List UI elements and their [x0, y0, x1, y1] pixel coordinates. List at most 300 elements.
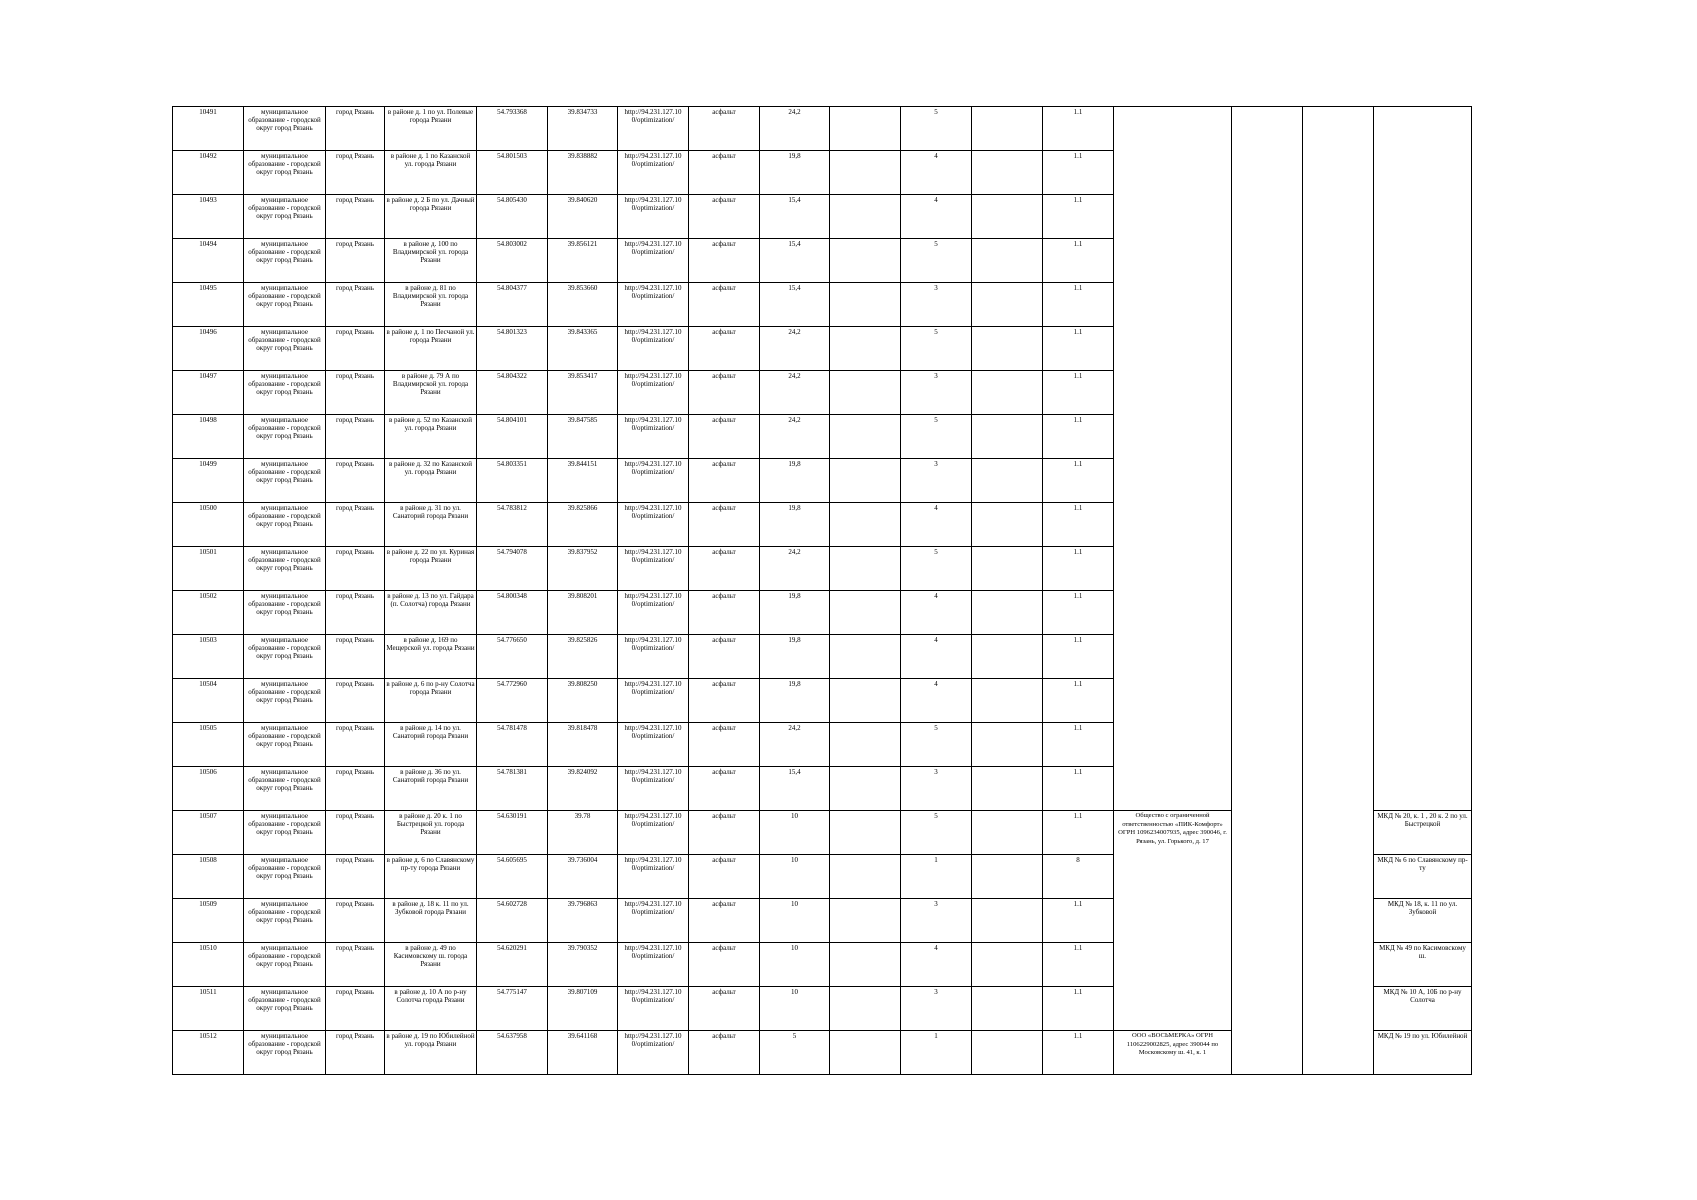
blank-col-cell	[830, 503, 901, 547]
latitude-cell: 54.803351	[477, 459, 548, 503]
area-cell: 10	[760, 811, 830, 855]
municipality-cell: муниципальное образование - городской округ город Рязань	[244, 899, 326, 943]
city-cell: город Рязань	[326, 591, 385, 635]
address-cell: в районе д. 36 по ул. Санаторий города Рязани	[385, 767, 477, 811]
container-count-cell: 4	[901, 503, 972, 547]
address-cell: в районе д. 18 к. 11 по ул. Зубковой города Рязани	[385, 899, 477, 943]
surface-type-cell: асфальт	[689, 371, 760, 415]
municipality-cell: муниципальное образование - городской округ город Рязань	[244, 679, 326, 723]
blank-col-cell	[972, 855, 1043, 899]
municipality-cell: муниципальное образование - городской округ город Рязань	[244, 635, 326, 679]
blank-col-cell	[972, 987, 1043, 1031]
container-volume-cell: 1.1	[1043, 1031, 1114, 1075]
blank-col-cell	[830, 547, 901, 591]
surface-type-cell: асфальт	[689, 591, 760, 635]
blank-col-cell	[1232, 107, 1303, 1075]
blank-col-cell	[830, 1031, 901, 1075]
latitude-cell: 54.620291	[477, 943, 548, 987]
blank-col-cell	[830, 899, 901, 943]
operator-vosmerka-cell: ООО «ВОСЬМЕРКА» ОГРН 1106229002825, адрес 390044 по Московскому ш. 41, к. 1	[1114, 1031, 1232, 1075]
blank-col-cell	[972, 679, 1043, 723]
area-cell: 19,8	[760, 459, 830, 503]
latitude-cell: 54.630191	[477, 811, 548, 855]
city-cell: город Рязань	[326, 723, 385, 767]
blank-col-cell	[972, 811, 1043, 855]
longitude-cell: 39.825826	[548, 635, 618, 679]
latitude-cell: 54.775147	[477, 987, 548, 1031]
container-volume-cell: 1.1	[1043, 239, 1114, 283]
registry-link-cell: http://94.231.127.10 0/optimization/	[618, 239, 689, 283]
container-count-cell: 3	[901, 283, 972, 327]
latitude-cell: 54.800348	[477, 591, 548, 635]
area-cell: 24,2	[760, 327, 830, 371]
surface-type-cell: асфальт	[689, 943, 760, 987]
surface-type-cell: асфальт	[689, 855, 760, 899]
city-cell: город Рязань	[326, 899, 385, 943]
container-volume-cell: 1.1	[1043, 811, 1114, 855]
longitude-cell: 39.818478	[548, 723, 618, 767]
registry-link-cell: http://94.231.127.10 0/optimization/	[618, 195, 689, 239]
latitude-cell: 54.804322	[477, 371, 548, 415]
table-row	[173, 107, 1472, 151]
blank-col-cell	[972, 107, 1043, 151]
address-cell: в районе д. 2 Б по ул. Дачный города Рязани	[385, 195, 477, 239]
city-cell: город Рязань	[326, 503, 385, 547]
blank-col-cell	[972, 283, 1043, 327]
surface-type-cell: асфальт	[689, 283, 760, 327]
row-id-cell: 10502	[173, 591, 244, 635]
municipality-cell: муниципальное образование - городской округ город Рязань	[244, 459, 326, 503]
waste-sites-table	[172, 106, 1472, 1075]
registry-link-cell: http://94.231.127.10 0/optimization/	[618, 151, 689, 195]
address-cell: в районе д. 169 по Мещерской ул. города Рязани	[385, 635, 477, 679]
row-id-cell: 10496	[173, 327, 244, 371]
registry-link-cell: http://94.231.127.10 0/optimization/	[618, 899, 689, 943]
row-id-cell: 10509	[173, 899, 244, 943]
address-cell: в районе д. 31 по ул. Санаторий города Рязани	[385, 503, 477, 547]
city-cell: город Рязань	[326, 767, 385, 811]
latitude-cell: 54.602728	[477, 899, 548, 943]
container-count-cell: 4	[901, 195, 972, 239]
note-cell: МКД № 20, к. 1 , 20 к. 2 по ул. Быстрецкой	[1374, 811, 1472, 855]
blank-col-cell	[972, 415, 1043, 459]
row-id-cell: 10494	[173, 239, 244, 283]
municipality-cell: муниципальное образование - городской округ город Рязань	[244, 1031, 326, 1075]
note-cell: МКД № 10 А, 10Б по р-ну Солотча	[1374, 987, 1472, 1031]
city-cell: город Рязань	[326, 1031, 385, 1075]
container-volume-cell: 1.1	[1043, 679, 1114, 723]
container-volume-cell: 1.1	[1043, 459, 1114, 503]
surface-type-cell: асфальт	[689, 547, 760, 591]
registry-link-cell: http://94.231.127.10 0/optimization/	[618, 987, 689, 1031]
latitude-cell: 54.804377	[477, 283, 548, 327]
area-cell: 19,8	[760, 591, 830, 635]
registry-link-cell: http://94.231.127.10 0/optimization/	[618, 767, 689, 811]
longitude-cell: 39.808201	[548, 591, 618, 635]
longitude-cell: 39.837952	[548, 547, 618, 591]
row-id-cell: 10492	[173, 151, 244, 195]
container-count-cell: 4	[901, 635, 972, 679]
municipality-cell: муниципальное образование - городской округ город Рязань	[244, 283, 326, 327]
longitude-cell: 39.736004	[548, 855, 618, 899]
area-cell: 15,4	[760, 767, 830, 811]
longitude-cell: 39.838882	[548, 151, 618, 195]
registry-link-cell: http://94.231.127.10 0/optimization/	[618, 415, 689, 459]
note-cell: МКД № 6 по Славянскому пр-ту	[1374, 855, 1472, 899]
row-id-cell: 10510	[173, 943, 244, 987]
municipality-cell: муниципальное образование - городской округ город Рязань	[244, 327, 326, 371]
area-cell: 24,2	[760, 107, 830, 151]
surface-type-cell: асфальт	[689, 899, 760, 943]
municipality-cell: муниципальное образование - городской округ город Рязань	[244, 371, 326, 415]
container-count-cell: 1	[901, 1031, 972, 1075]
registry-link-cell: http://94.231.127.10 0/optimization/	[618, 1031, 689, 1075]
surface-type-cell: асфальт	[689, 239, 760, 283]
municipality-cell: муниципальное образование - городской округ город Рязань	[244, 723, 326, 767]
operator-pik-cell: Общество с ограниченной ответственностью «ПИК-Комфорт» ОГРН 1096234007935, адрес 390046, г. Рязань, ул. Горького, д. 17	[1114, 811, 1232, 1031]
row-id-cell: 10512	[173, 1031, 244, 1075]
surface-type-cell: асфальт	[689, 679, 760, 723]
area-cell: 24,2	[760, 723, 830, 767]
address-cell: в районе д. 49 по Касимовскому ш. города Рязани	[385, 943, 477, 987]
area-cell: 19,8	[760, 635, 830, 679]
container-volume-cell: 1.1	[1043, 107, 1114, 151]
municipality-cell: муниципальное образование - городской округ город Рязань	[244, 151, 326, 195]
container-count-cell: 5	[901, 811, 972, 855]
container-count-cell: 1	[901, 855, 972, 899]
municipality-cell: муниципальное образование - городской округ город Рязань	[244, 811, 326, 855]
address-cell: в районе д. 20 к. 1 по Быстрецкой ул. города Рязани	[385, 811, 477, 855]
row-id-cell: 10500	[173, 503, 244, 547]
container-count-cell: 5	[901, 547, 972, 591]
blank-col-cell	[830, 415, 901, 459]
city-cell: город Рязань	[326, 943, 385, 987]
city-cell: город Рязань	[326, 635, 385, 679]
row-id-cell: 10506	[173, 767, 244, 811]
note-cell: МКД № 49 по Касимовскому ш.	[1374, 943, 1472, 987]
container-volume-cell: 8	[1043, 855, 1114, 899]
blank-col-cell	[830, 987, 901, 1031]
latitude-cell: 54.605695	[477, 855, 548, 899]
blank-col-cell	[972, 371, 1043, 415]
latitude-cell: 54.801503	[477, 151, 548, 195]
address-cell: в районе д. 1 по Казанской ул. города Рязани	[385, 151, 477, 195]
blank-col-cell	[972, 239, 1043, 283]
container-volume-cell: 1.1	[1043, 371, 1114, 415]
blank-col-cell	[972, 899, 1043, 943]
latitude-cell: 54.637958	[477, 1031, 548, 1075]
blank-col-cell	[972, 1031, 1043, 1075]
container-volume-cell: 1.1	[1043, 327, 1114, 371]
row-id-cell: 10505	[173, 723, 244, 767]
address-cell: в районе д. 14 по ул. Санаторий города Рязани	[385, 723, 477, 767]
area-cell: 24,2	[760, 547, 830, 591]
blank-col-cell	[830, 283, 901, 327]
longitude-cell: 39.844151	[548, 459, 618, 503]
container-volume-cell: 1.1	[1043, 195, 1114, 239]
container-count-cell: 4	[901, 943, 972, 987]
municipality-cell: муниципальное образование - городской округ город Рязань	[244, 239, 326, 283]
container-count-cell: 3	[901, 767, 972, 811]
blank-col-cell	[830, 723, 901, 767]
city-cell: город Рязань	[326, 327, 385, 371]
latitude-cell: 54.805430	[477, 195, 548, 239]
surface-type-cell: асфальт	[689, 459, 760, 503]
surface-type-cell: асфальт	[689, 327, 760, 371]
address-cell: в районе д. 1 по Песчаной ул. города Рязани	[385, 327, 477, 371]
longitude-cell: 39.840620	[548, 195, 618, 239]
table-body	[173, 107, 1472, 1075]
area-cell: 15,4	[760, 195, 830, 239]
latitude-cell: 54.803002	[477, 239, 548, 283]
blank-col-cell	[830, 855, 901, 899]
municipality-cell: муниципальное образование - городской округ город Рязань	[244, 415, 326, 459]
surface-type-cell: асфальт	[689, 195, 760, 239]
address-cell: в районе д. 52 по Казанской ул. города Рязани	[385, 415, 477, 459]
city-cell: город Рязань	[326, 283, 385, 327]
container-count-cell: 5	[901, 107, 972, 151]
container-volume-cell: 1.1	[1043, 503, 1114, 547]
surface-type-cell: асфальт	[689, 1031, 760, 1075]
blank-col-cell	[830, 767, 901, 811]
municipality-cell: муниципальное образование - городской округ город Рязань	[244, 987, 326, 1031]
registry-link-cell: http://94.231.127.10 0/optimization/	[618, 371, 689, 415]
container-volume-cell: 1.1	[1043, 723, 1114, 767]
city-cell: город Рязань	[326, 239, 385, 283]
longitude-cell: 39.790352	[548, 943, 618, 987]
registry-link-cell: http://94.231.127.10 0/optimization/	[618, 327, 689, 371]
container-count-cell: 4	[901, 679, 972, 723]
blank-col-cell	[972, 503, 1043, 547]
surface-type-cell: асфальт	[689, 987, 760, 1031]
address-cell: в районе д. 6 по р-ну Солотча города Рязани	[385, 679, 477, 723]
longitude-cell: 39.796863	[548, 899, 618, 943]
registry-link-cell: http://94.231.127.10 0/optimization/	[618, 459, 689, 503]
area-cell: 15,4	[760, 239, 830, 283]
blank-col-cell	[972, 635, 1043, 679]
longitude-cell: 39.808250	[548, 679, 618, 723]
latitude-cell: 54.772960	[477, 679, 548, 723]
container-count-cell: 3	[901, 987, 972, 1031]
registry-link-cell: http://94.231.127.10 0/optimization/	[618, 811, 689, 855]
city-cell: город Рязань	[326, 195, 385, 239]
container-count-cell: 4	[901, 591, 972, 635]
city-cell: город Рязань	[326, 151, 385, 195]
longitude-cell: 39.847585	[548, 415, 618, 459]
longitude-cell: 39.834733	[548, 107, 618, 151]
row-id-cell: 10497	[173, 371, 244, 415]
container-volume-cell: 1.1	[1043, 591, 1114, 635]
registry-link-cell: http://94.231.127.10 0/optimization/	[618, 503, 689, 547]
city-cell: город Рязань	[326, 547, 385, 591]
row-id-cell: 10498	[173, 415, 244, 459]
address-cell: в районе д. 19 по Юбилейной ул. города Рязани	[385, 1031, 477, 1075]
container-count-cell: 3	[901, 371, 972, 415]
registry-link-cell: http://94.231.127.10 0/optimization/	[618, 943, 689, 987]
municipality-cell: муниципальное образование - городской округ город Рязань	[244, 547, 326, 591]
address-cell: в районе д. 13 по ул. Гайдара (п. Солотча) города Рязани	[385, 591, 477, 635]
address-cell: в районе д. 22 по ул. Куриная города Рязани	[385, 547, 477, 591]
address-cell: в районе д. 32 по Казанской ул. города Рязани	[385, 459, 477, 503]
address-cell: в районе д. 10 А по р-ну Солотча города Рязани	[385, 987, 477, 1031]
operator-cell	[1114, 107, 1232, 811]
municipality-cell: муниципальное образование - городской округ город Рязань	[244, 855, 326, 899]
municipality-cell: муниципальное образование - городской округ город Рязань	[244, 503, 326, 547]
blank-col-cell	[972, 195, 1043, 239]
container-count-cell: 3	[901, 899, 972, 943]
blank-col-cell	[830, 151, 901, 195]
registry-link-cell: http://94.231.127.10 0/optimization/	[618, 547, 689, 591]
row-id-cell: 10507	[173, 811, 244, 855]
address-cell: в районе д. 100 по Владимирской ул. города Рязани	[385, 239, 477, 283]
municipality-cell: муниципальное образование - городской округ город Рязань	[244, 943, 326, 987]
note-cell	[1374, 107, 1472, 811]
latitude-cell: 54.783812	[477, 503, 548, 547]
blank-col-cell	[972, 767, 1043, 811]
row-id-cell: 10508	[173, 855, 244, 899]
blank-col-cell	[972, 547, 1043, 591]
longitude-cell: 39.641168	[548, 1031, 618, 1075]
longitude-cell: 39.825866	[548, 503, 618, 547]
container-volume-cell: 1.1	[1043, 767, 1114, 811]
row-id-cell: 10501	[173, 547, 244, 591]
blank-col-cell	[830, 679, 901, 723]
latitude-cell: 54.776650	[477, 635, 548, 679]
address-cell: в районе д. 1 по ул. Полевые города Рязани	[385, 107, 477, 151]
surface-type-cell: асфальт	[689, 635, 760, 679]
longitude-cell: 39.853660	[548, 283, 618, 327]
surface-type-cell: асфальт	[689, 107, 760, 151]
container-count-cell: 3	[901, 459, 972, 503]
registry-link-cell: http://94.231.127.10 0/optimization/	[618, 591, 689, 635]
address-cell: в районе д. 79 А по Владимирской ул. города Рязани	[385, 371, 477, 415]
area-cell: 24,2	[760, 415, 830, 459]
longitude-cell: 39.856121	[548, 239, 618, 283]
area-cell: 10	[760, 855, 830, 899]
municipality-cell: муниципальное образование - городской округ город Рязань	[244, 591, 326, 635]
blank-col-cell	[830, 239, 901, 283]
municipality-cell: муниципальное образование - городской округ город Рязань	[244, 107, 326, 151]
row-id-cell: 10493	[173, 195, 244, 239]
area-cell: 10	[760, 899, 830, 943]
blank-col-cell	[830, 195, 901, 239]
container-volume-cell: 1.1	[1043, 987, 1114, 1031]
city-cell: город Рязань	[326, 371, 385, 415]
latitude-cell: 54.781478	[477, 723, 548, 767]
surface-type-cell: асфальт	[689, 767, 760, 811]
area-cell: 24,2	[760, 371, 830, 415]
area-cell: 19,8	[760, 679, 830, 723]
container-volume-cell: 1.1	[1043, 547, 1114, 591]
latitude-cell: 54.801323	[477, 327, 548, 371]
latitude-cell: 54.793368	[477, 107, 548, 151]
blank-col-cell	[830, 371, 901, 415]
blank-col-cell	[972, 943, 1043, 987]
longitude-cell: 39.824092	[548, 767, 618, 811]
blank-col-cell	[972, 723, 1043, 767]
area-cell: 10	[760, 987, 830, 1031]
blank-col-cell	[972, 591, 1043, 635]
registry-link-cell: http://94.231.127.10 0/optimization/	[618, 679, 689, 723]
area-cell: 19,8	[760, 503, 830, 547]
blank-col-cell	[830, 327, 901, 371]
note-cell: МКД № 18, к. 11 по ул. Зубковой	[1374, 899, 1472, 943]
blank-col-cell	[972, 327, 1043, 371]
blank-col-cell	[972, 459, 1043, 503]
container-count-cell: 4	[901, 151, 972, 195]
blank-col-cell	[972, 151, 1043, 195]
surface-type-cell: асфальт	[689, 415, 760, 459]
row-id-cell: 10491	[173, 107, 244, 151]
city-cell: город Рязань	[326, 415, 385, 459]
row-id-cell: 10503	[173, 635, 244, 679]
container-volume-cell: 1.1	[1043, 283, 1114, 327]
area-cell: 5	[760, 1031, 830, 1075]
blank-col-cell	[830, 811, 901, 855]
surface-type-cell: асфальт	[689, 503, 760, 547]
blank-col-cell	[830, 943, 901, 987]
registry-link-cell: http://94.231.127.10 0/optimization/	[618, 283, 689, 327]
row-id-cell: 10499	[173, 459, 244, 503]
blank-col-cell	[1303, 107, 1374, 1075]
area-cell: 10	[760, 943, 830, 987]
note-cell: МКД № 19 по ул. Юбилейной	[1374, 1031, 1472, 1075]
area-cell: 19,8	[760, 151, 830, 195]
blank-col-cell	[830, 635, 901, 679]
city-cell: город Рязань	[326, 811, 385, 855]
row-id-cell: 10511	[173, 987, 244, 1031]
city-cell: город Рязань	[326, 679, 385, 723]
container-volume-cell: 1.1	[1043, 899, 1114, 943]
container-count-cell: 5	[901, 415, 972, 459]
city-cell: город Рязань	[326, 107, 385, 151]
container-volume-cell: 1.1	[1043, 943, 1114, 987]
longitude-cell: 39.853417	[548, 371, 618, 415]
registry-link-cell: http://94.231.127.10 0/optimization/	[618, 635, 689, 679]
city-cell: город Рязань	[326, 459, 385, 503]
container-count-cell: 5	[901, 239, 972, 283]
container-count-cell: 5	[901, 723, 972, 767]
container-volume-cell: 1.1	[1043, 151, 1114, 195]
surface-type-cell: асфальт	[689, 151, 760, 195]
blank-col-cell	[830, 459, 901, 503]
container-volume-cell: 1.1	[1043, 635, 1114, 679]
container-volume-cell: 1.1	[1043, 415, 1114, 459]
row-id-cell: 10504	[173, 679, 244, 723]
registry-link-cell: http://94.231.127.10 0/optimization/	[618, 855, 689, 899]
registry-link-cell: http://94.231.127.10 0/optimization/	[618, 107, 689, 151]
longitude-cell: 39.843365	[548, 327, 618, 371]
municipality-cell: муниципальное образование - городской округ город Рязань	[244, 767, 326, 811]
registry-link-cell: http://94.231.127.10 0/optimization/	[618, 723, 689, 767]
address-cell: в районе д. 6 по Славянскому пр-ту города Рязани	[385, 855, 477, 899]
latitude-cell: 54.794078	[477, 547, 548, 591]
latitude-cell: 54.781381	[477, 767, 548, 811]
surface-type-cell: асфальт	[689, 811, 760, 855]
row-id-cell: 10495	[173, 283, 244, 327]
municipality-cell: муниципальное образование - городской округ город Рязань	[244, 195, 326, 239]
blank-col-cell	[830, 107, 901, 151]
longitude-cell: 39.78	[548, 811, 618, 855]
container-count-cell: 5	[901, 327, 972, 371]
address-cell: в районе д. 81 по Владимирской ул. города Рязани	[385, 283, 477, 327]
city-cell: город Рязань	[326, 987, 385, 1031]
blank-col-cell	[830, 591, 901, 635]
latitude-cell: 54.804101	[477, 415, 548, 459]
area-cell: 15,4	[760, 283, 830, 327]
city-cell: город Рязань	[326, 855, 385, 899]
surface-type-cell: асфальт	[689, 723, 760, 767]
